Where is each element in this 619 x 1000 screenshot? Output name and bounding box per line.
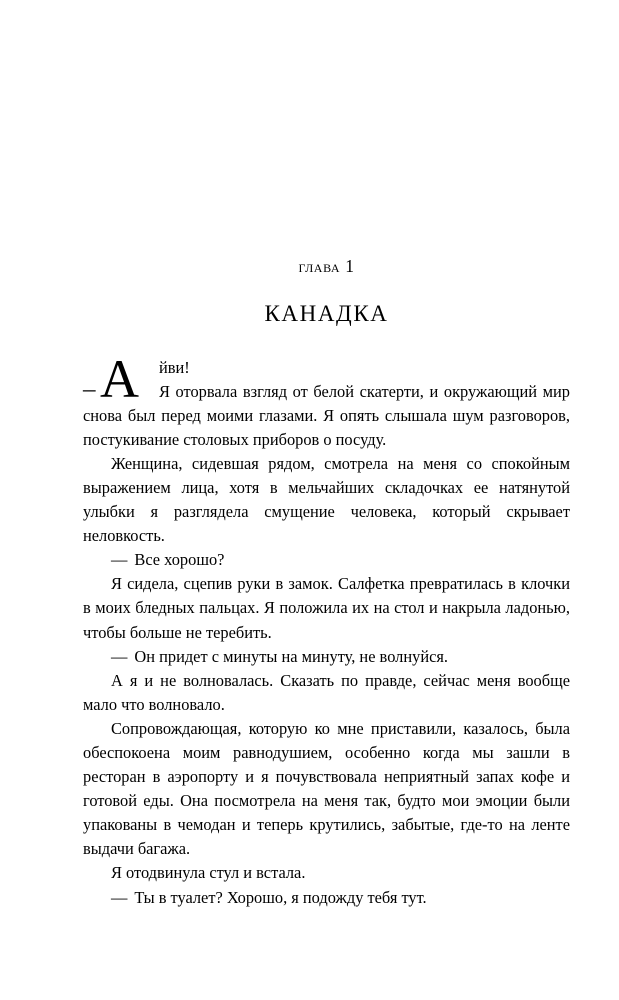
opening-exclamation: йви! (159, 357, 190, 377)
chapter-number-value: 1 (345, 256, 355, 276)
chapter-heading (83, 258, 570, 325)
dialogue-text: Ты в туалет? Хорошо, я подожду тебя тут. (134, 887, 427, 907)
dialogue-dash: — (111, 550, 128, 570)
dialogue-dash: — (111, 887, 128, 907)
paragraph: А я и не волновалась. Сказать по правде, сейчас меня вообще мало что волновало. (83, 670, 570, 714)
opening-dash: – (83, 375, 96, 403)
dialogue-text: Он придет с минуты на минуту, не волнуйся. (134, 646, 448, 666)
chapter-number-label: глава (298, 256, 341, 276)
opening-paragraph (83, 348, 570, 452)
body-text (83, 348, 570, 910)
paragraph: Я отодвинула стул и встала. (111, 863, 306, 883)
text-column (83, 258, 570, 910)
dialogue-line (83, 886, 570, 910)
dropcap-group (83, 348, 159, 409)
opening-continuation: Я оторвала взгляд от белой скатерти, и окружающий мир снова был перед моими глазами. Я опять слышала шум разговоров, постукивание столовых приборов о посуду. (83, 381, 570, 449)
dialogue-line (83, 548, 570, 572)
drop-cap-letter: А (100, 348, 139, 409)
dialogue-line (83, 645, 570, 669)
dialogue-text: Все хорошо? (134, 550, 225, 570)
paragraph: Сопровождающая, которую ко мне приставили, казалось, была обеспокоена моим равнодушием, особенно когда мы зашли в ресторан в аэропорту и я почувствовала неприятный запах кофе и готовой еды. Она посмотрела на меня так, будто мои эмоции были упакованы в чемодан и теперь крутились, забытые, где-то на ленте выдачи багажа. (83, 718, 570, 859)
paragraph: Я сидела, сцепив руки в замок. Салфетка превратилась в клочки в моих бледных пальцах. Я положила их на стол и накрыла ладонью, чтобы больше не теребить. (83, 574, 570, 642)
dialogue-dash: — (111, 646, 128, 666)
chapter-number-line (83, 258, 570, 276)
chapter-title: КАНАДКА (264, 300, 389, 326)
paragraph: Женщина, сидевшая рядом, смотрела на меня со спокойным выражением лица, хотя в мельчайших складочках ее натянутой улыбки я разглядела смущение человека, который скрывает неловкость. (83, 453, 570, 546)
